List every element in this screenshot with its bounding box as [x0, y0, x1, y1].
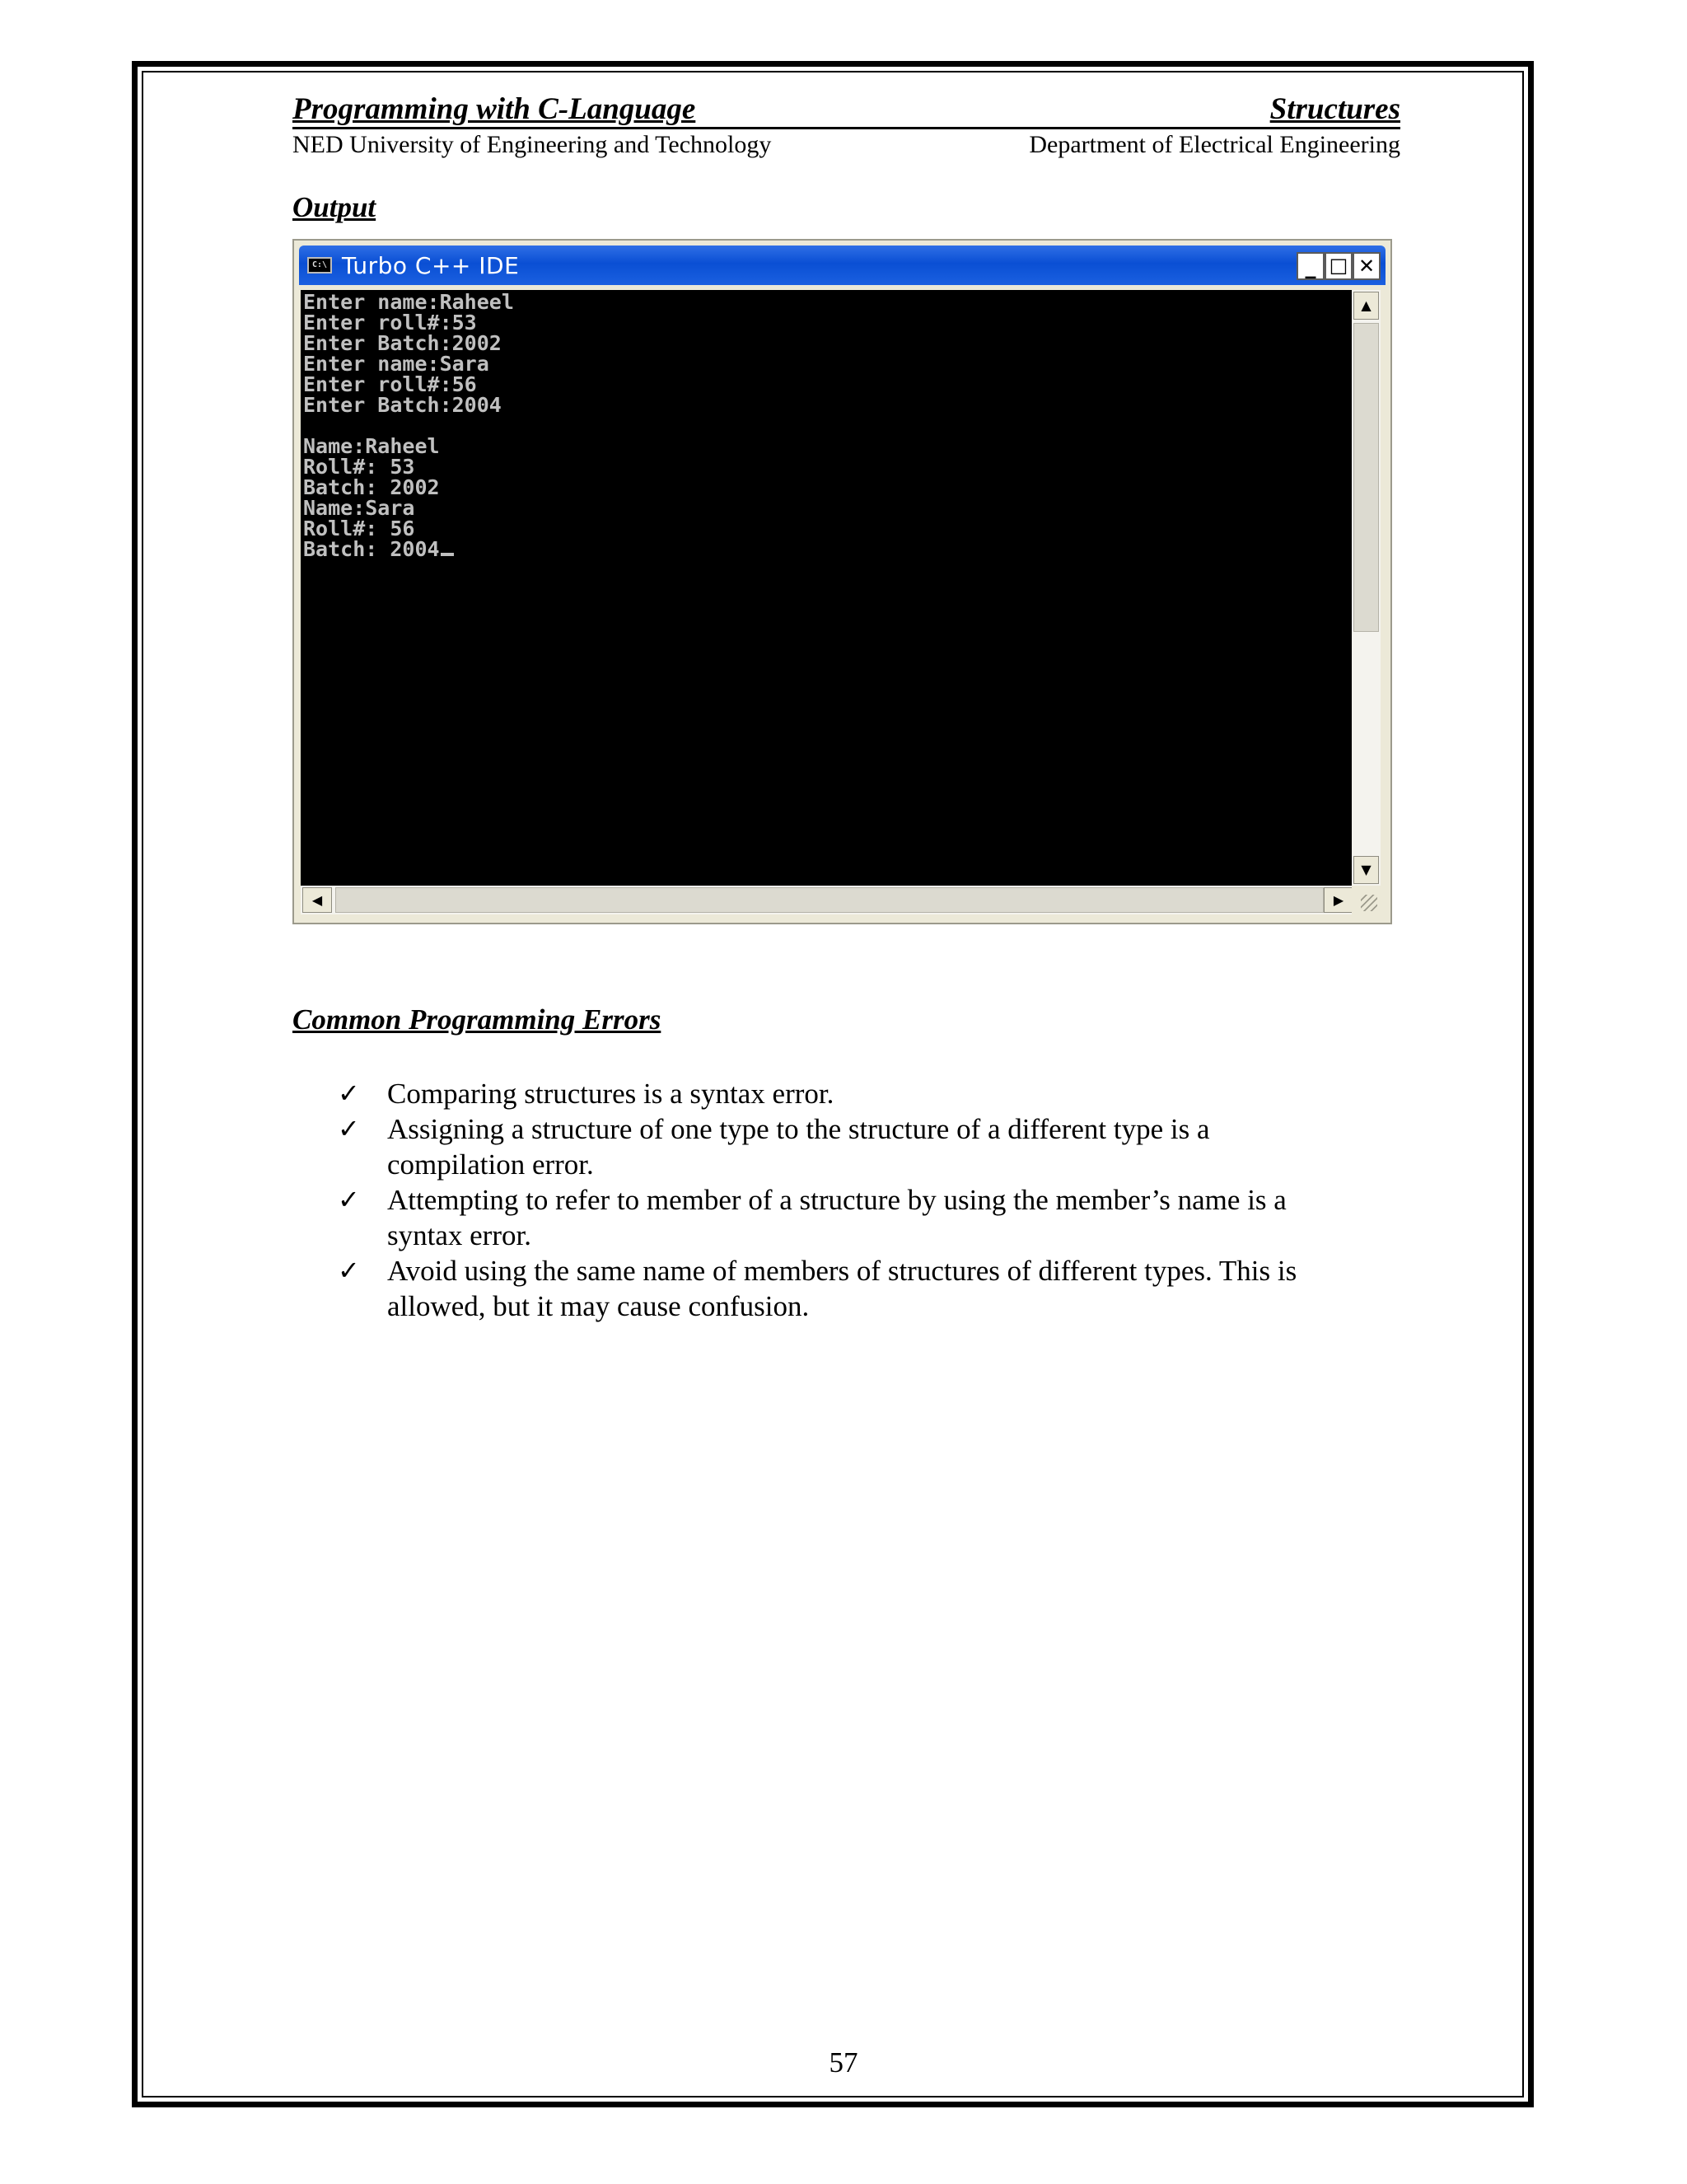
- close-icon[interactable]: ✕: [1353, 252, 1381, 280]
- scroll-right-icon[interactable]: ▶: [1324, 887, 1353, 913]
- title-bar[interactable]: [299, 246, 1386, 285]
- error-item: [338, 1076, 1400, 1111]
- console-line: Batch: 2002: [303, 475, 440, 499]
- checkmark-icon: ✓: [338, 1078, 360, 1109]
- text-cursor: [441, 553, 454, 556]
- window-title: Turbo C++ IDE: [342, 252, 520, 279]
- error-item-text: Comparing structures is a syntax error.: [387, 1078, 834, 1110]
- scroll-up-icon[interactable]: ▲: [1353, 292, 1379, 320]
- console-lines: [303, 292, 514, 559]
- errors-heading: Common Programming Errors: [292, 1003, 661, 1036]
- console-line: Roll#: 56: [303, 517, 415, 540]
- error-item: [338, 1253, 1400, 1324]
- console-line: Enter Batch:2002: [303, 331, 502, 355]
- chapter-title: Structures: [1269, 92, 1400, 126]
- error-item: [338, 1111, 1400, 1182]
- console-line: Enter name:Sara: [303, 352, 489, 376]
- maximize-icon[interactable]: □: [1325, 252, 1353, 280]
- console-line: Enter roll#:53: [303, 311, 477, 334]
- resize-grip-icon[interactable]: [1352, 886, 1381, 914]
- console-line: Roll#: 53: [303, 455, 415, 479]
- horizontal-scrollbar[interactable]: [301, 886, 1352, 914]
- error-item-text: Avoid using the same name of members of structures of different types. This is: [387, 1255, 1297, 1287]
- console-line: Enter roll#:56: [303, 372, 477, 396]
- errors-list: [338, 1076, 1400, 1324]
- page-header: [292, 91, 1400, 162]
- console-line: Enter name:Raheel: [303, 290, 514, 314]
- output-heading: Output: [292, 191, 376, 223]
- console-line: Enter Batch:2004: [303, 393, 502, 417]
- vertical-scrollbar[interactable]: [1352, 290, 1381, 886]
- horizontal-scroll-thumb[interactable]: [335, 887, 1324, 913]
- error-item-text: Attempting to refer to member of a structure by using the member’s name is a: [387, 1184, 1287, 1216]
- minimize-icon[interactable]: _: [1297, 252, 1325, 280]
- console-line: Batch: 2004: [303, 539, 514, 559]
- error-item-text: Assigning a structure of one type to the structure of a different type is a: [387, 1113, 1210, 1145]
- error-item: [338, 1182, 1400, 1253]
- error-item-text: compilation error.: [387, 1148, 594, 1181]
- course-title: Programming with C-Language: [292, 92, 696, 126]
- console-output[interactable]: [301, 290, 1352, 886]
- console-line: Name:Sara: [303, 496, 415, 520]
- vertical-scroll-thumb[interactable]: [1353, 323, 1379, 632]
- checkmark-icon: ✓: [338, 1113, 360, 1144]
- department-name: Department of Electrical Engineering: [1029, 131, 1400, 158]
- console-line: [303, 415, 514, 436]
- error-item-text: syntax error.: [387, 1219, 531, 1251]
- checkmark-icon: ✓: [338, 1184, 360, 1215]
- scroll-down-icon[interactable]: ▼: [1353, 856, 1379, 884]
- page-number: 57: [829, 2046, 858, 2079]
- error-item-text: allowed, but it may cause confusion.: [387, 1290, 810, 1322]
- console-line: Name:Raheel: [303, 434, 440, 458]
- console-icon[interactable]: C:\: [307, 257, 332, 274]
- scroll-left-icon[interactable]: ◀: [302, 887, 332, 913]
- console-window: [292, 239, 1392, 924]
- university-name: NED University of Engineering and Technology: [292, 131, 772, 158]
- checkmark-icon: ✓: [338, 1255, 360, 1286]
